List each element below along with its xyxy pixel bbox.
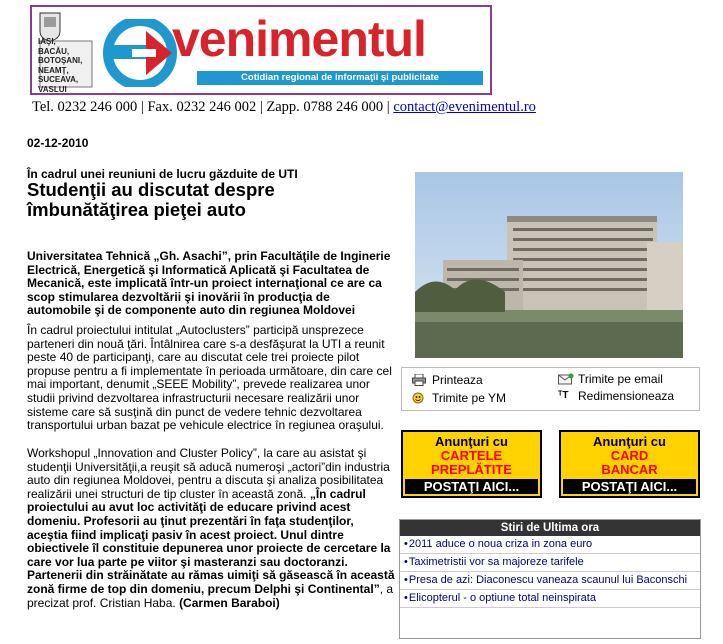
article-kicker: În cadrul unei reuniuni de lucru găzduite de UTI <box>27 167 298 181</box>
article-lead: Universitatea Tehnică „Gh. Asachi”, prin Facultăţile de Inginerie Electrică, Energetică şi Informatică Aplicată şi Facultatea de Mecanică, este implicată într-un proiect internaţional ce are ca scop stimularea dezvoltării şi inovării în producţia de automobile şi de componente auto din regiunea Moldovei <box>27 249 391 318</box>
resize-label: Redimensioneaza <box>578 389 675 403</box>
messenger-icon <box>412 392 426 404</box>
article-title: Studenţii au discutat despre îmbunătăţirea pieţei auto <box>27 179 275 220</box>
site-banner[interactable] <box>30 5 492 95</box>
ad-bank-card-button[interactable] <box>559 430 700 498</box>
news-item[interactable]: • Presa de azi: Diaconescu vaneaza scaunul lui Baconschi <box>400 572 700 590</box>
ad-prepaid-cards-button[interactable] <box>401 430 542 498</box>
brand-tagline: Cotidian regional de informaţii şi publicitate <box>197 71 483 85</box>
ad-line-1: Anunţuri cu <box>435 434 508 449</box>
printer-icon <box>412 374 426 386</box>
article-author: (Carmen Baraboi) <box>179 595 280 610</box>
article-paragraph-2 <box>27 447 395 610</box>
text-size-icon: ᵀT <box>558 390 569 401</box>
send-ym-button[interactable] <box>412 391 506 405</box>
news-item[interactable]: • 2011 aduce o noua criza in zona euro <box>400 536 700 554</box>
ad-line-4: POSTAŢI AICI... <box>405 479 538 494</box>
email-icon <box>558 373 572 385</box>
brand-e-logo-icon <box>102 19 178 87</box>
latest-news-title: Stiri de Ultima ora <box>400 520 700 536</box>
ad-line-1: Anunţuri cu <box>593 434 666 449</box>
ad-line-3: BANCAR <box>601 462 658 477</box>
latest-news-box <box>399 519 701 639</box>
print-button[interactable] <box>412 373 483 387</box>
ad-line-2: CARD <box>610 448 649 463</box>
ad-line-2: CARTELE <box>440 448 503 463</box>
contact-bar <box>32 99 536 116</box>
news-item[interactable]: • Taximetristii vor sa majoreze tarifele <box>400 554 700 572</box>
paragraph-2-quote: „În cadrul proiectului au avut loc activităţi de educare privind acest domeniu. Profesorii au ţinut prezentări în faţa studenţilor, aceştia fiind implicaţi pasiv în acest proiect. Unul dintre obiectivele îl constituie depunerea unor proiecte de cercetare la care vor lua parte pe viitor şi masteranzi sau doctoranzi. Partenerii din străinătate au rămas uimiţi să găsească în această zonă firme de top din domeniu, precum Delphi şi Continental” <box>27 486 395 596</box>
email-label: Trimite pe email <box>578 372 663 386</box>
paragraph-2-attribution: , a precizat prof. Cristian Haba. <box>27 581 394 610</box>
article-photo <box>415 172 683 358</box>
contact-email-link[interactable]: contact@evenimentul.ro <box>393 99 536 115</box>
article-date: 02-12-2010 <box>27 136 89 150</box>
paragraph-2-intro: Workshopul „Innovation and Cluster Policy”, la care au asistat şi studenţii Universităţii,a reuşit să aducă numeroşi „actori”din industria auto din regiunea Moldovei, pentru a discuta şi analiza posibilitatea realizării unei structuri de tip cluster în această zonă. <box>27 446 390 501</box>
ad-line-4: POSTAŢI AICI... <box>563 479 696 494</box>
article-paragraph-1: În cadrul proiectului intitulat „Autoclusters” participă unsprezece parteneri din nouă ţări. Întâlnirea care s-a desfăşurat la UTI a reunit peste 40 de participanţi, care au discutat cele trei proiecte pilot propuse pentru a fi implementate în perioada următoare, din care cel mai important, denumit „SEEE Mobility”, prevede realizarea unor studii privind dezvoltarea infrastructurii necesare realizării unor sisteme care să susţină din punct de vedere tehnic dezvoltarea transportului urban bazat pe vehicule electrice în regiunea oraşului. <box>27 323 392 433</box>
ad-line-3: PREPLĂTITE <box>431 462 512 477</box>
brand-name: venimentul <box>172 11 426 67</box>
region-cities: IAŞI, BACĂU, BOTOŞANI, NEAMŢ, SUCEAVA, VASLUI <box>38 37 83 94</box>
article-tools <box>401 367 700 411</box>
resize-text-button[interactable] <box>558 389 674 403</box>
send-ym-label: Trimite pe YM <box>432 391 507 405</box>
news-item[interactable]: • Elicopterul - o optiune total neinspirata <box>400 590 700 608</box>
print-label: Printeaza <box>432 373 483 387</box>
email-button[interactable] <box>558 372 663 386</box>
latest-news-list <box>400 536 700 608</box>
phone-numbers: Tel. 0232 246 000 | Fax. 0232 246 002 | Zapp. 0788 246 000 | <box>32 99 390 115</box>
